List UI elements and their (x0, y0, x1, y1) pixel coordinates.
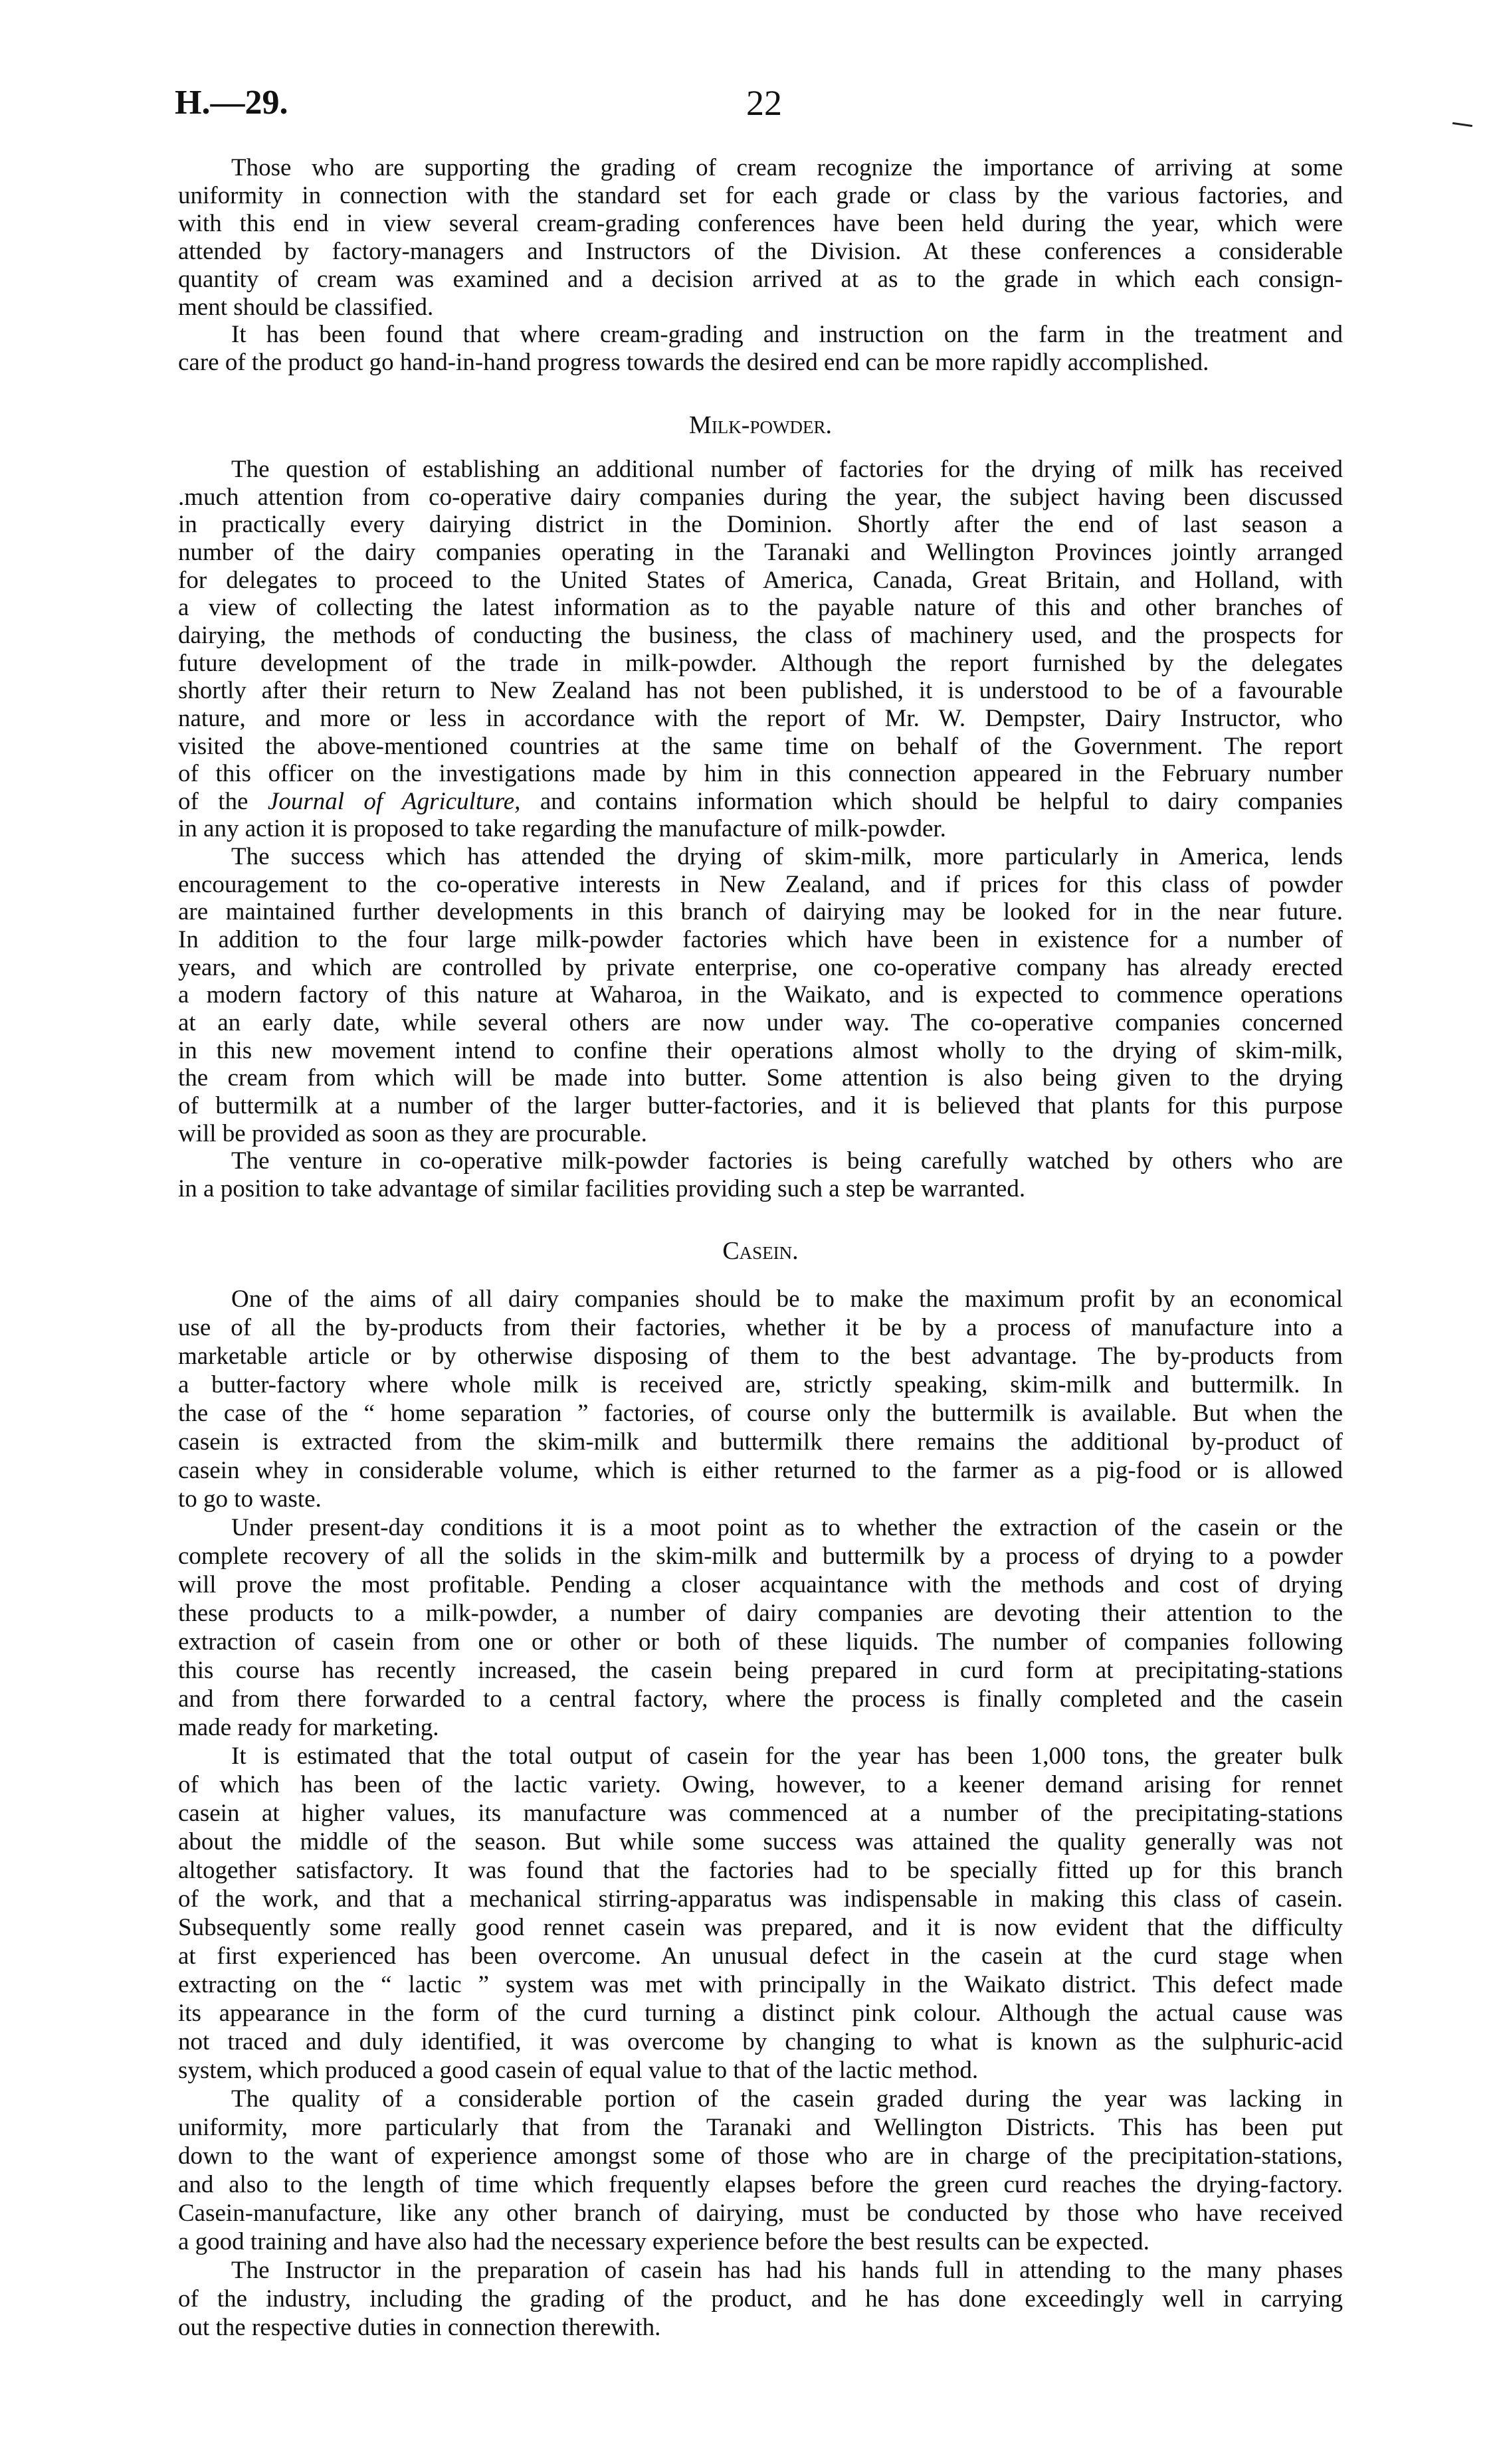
paragraph-line: It has been found that where cream-grading and instruction on the farm in the treatment and (231, 321, 1343, 349)
paragraph-line: marketable article or by otherwise disposing of them to the best advantage. The by-products from (178, 1343, 1343, 1370)
paragraph-line: altogether satisfactory. It was found that the factories had to be specially fitted up for this branch (178, 1857, 1343, 1884)
paragraph-line: future development of the trade in milk-powder. Although the report furnished by the delegates (178, 649, 1343, 677)
paragraph-line: in a position to take advantage of similar facilities providing such a step be warranted. (178, 1175, 1026, 1202)
paragraph-line: complete recovery of all the solids in the skim-milk and buttermilk by a process of drying to a powder (178, 1543, 1343, 1570)
paragraph-line: and from there forwarded to a central factory, where the process is finally completed and the casein (178, 1685, 1343, 1713)
paragraph-line: for delegates to proceed to the United States of America, Canada, Great Britain, and Holland, with (178, 566, 1343, 594)
paragraph-line: Those who are supporting the grading of cream recognize the importance of arriving at some (231, 154, 1343, 181)
paragraph-line: casein whey in considerable volume, which is either returned to the farmer as a pig-food or is allowed (178, 1457, 1343, 1484)
section-heading: Casein. (722, 1237, 799, 1265)
paragraph-line: to go to waste. (178, 1485, 322, 1513)
paragraph-line: casein at higher values, its manufacture was commenced at a number of the precipitating-stations (178, 1800, 1343, 1827)
scan-mark (1452, 122, 1472, 127)
paragraph-line: system, which produced a good casein of equal value to that of the lactic method. (178, 2057, 979, 2084)
paragraph-line: will be provided as soon as they are procurable. (178, 1119, 647, 1147)
paragraph-line: encouragement to the co-operative interests in New Zealand, and if prices for this class of powder (178, 870, 1343, 898)
paragraph-line: in any action it is proposed to take regarding the manufacture of milk-powder. (178, 815, 946, 843)
page-number: 22 (746, 83, 782, 123)
paragraph-line: uniformity in connection with the standard set for each grade or class by the various factories, and (178, 181, 1343, 209)
paragraph-line: casein is extracted from the skim-milk and buttermilk there remains the additional by-product of (178, 1428, 1343, 1456)
paragraph-line: dairying, the methods of conducting the business, the class of machinery used, and the prospects for (178, 621, 1343, 649)
paragraph-line: this course has recently increased, the casein being prepared in curd form at precipitating-stations (178, 1657, 1343, 1684)
section-heading: Milk-powder. (689, 411, 832, 439)
paragraph-line: at an early date, while several others are now under way. The co-operative companies concerned (178, 1009, 1343, 1036)
paragraph-line: the cream from which will be made into butter. Some attention is also being given to the drying (178, 1064, 1343, 1092)
paragraph-line: a view of collecting the latest information as to the payable nature of this and other branches of (178, 594, 1343, 622)
paragraph-line: of the work, and that a mechanical stirring-apparatus was indispensable in making this class of casein. (178, 1885, 1343, 1913)
paragraph-line: in this new movement intend to confine their operations almost wholly to the drying of skim-milk, (178, 1036, 1343, 1064)
paragraph-line: extracting on the “ lactic ” system was met with principally in the Waikato district. This defect made (178, 1971, 1343, 1998)
paragraph-line (178, 788, 1343, 816)
paragraph-line: uniformity, more particularly that from the Taranaki and Wellington Districts. This has been put (178, 2114, 1343, 2141)
paragraph-line: It is estimated that the total output of casein for the year has been 1,000 tons, the greater bulk (231, 1743, 1343, 1770)
paragraph-line: ment should be classified. (178, 293, 434, 321)
paragraph-line: of the industry, including the grading of the product, and he has done exceedingly well in carrying (178, 2285, 1343, 2313)
paragraph-line: attended by factory-managers and Instructors of the Division. At these conferences a considerable (178, 237, 1343, 265)
paragraph-line: a good training and have also had the necessary experience before the best results can be expected. (178, 2228, 1149, 2255)
paragraph-line: are maintained further developments in this branch of dairying may be looked for in the near future. (178, 898, 1343, 926)
document-reference: H.—29. (175, 84, 288, 122)
paragraph-line: Under present-day conditions it is a moot point as to whether the extraction of the casein or the (231, 1514, 1343, 1541)
paragraph-line: extraction of casein from one or other or both of these liquids. The number of companies following (178, 1628, 1343, 1656)
paragraph-line: nature, and more or less in accordance with the report of Mr. W. Dempster, Dairy Instructor, who (178, 704, 1343, 732)
paragraph-line: these products to a milk-powder, a number of dairy companies are devoting their attention to the (178, 1600, 1343, 1627)
paragraph-line: a modern factory of this nature at Waharoa, in the Waikato, and is expected to commence operations (178, 981, 1343, 1009)
paragraph-line: of which has been of the lactic variety. Owing, however, to a keener demand arising for rennet (178, 1771, 1343, 1798)
paragraph-line: of buttermilk at a number of the larger butter-factories, and it is believed that plants for this purpose (178, 1091, 1343, 1119)
paragraph-line: In addition to the four large milk-powder factories which have been in existence for a number of (178, 926, 1343, 954)
paragraph-line: about the middle of the season. But while some success was attained the quality generally was not (178, 1828, 1343, 1855)
paragraph-line: the case of the “ home separation ” factories, of course only the buttermilk is available. But when the (178, 1400, 1343, 1427)
paragraph-line: down to the want of experience amongst some of those who are in charge of the precipitation-stations, (178, 2142, 1343, 2170)
paragraph-line: quantity of cream was examined and a decision arrived at as to the grade in which each consign- (178, 265, 1343, 293)
paragraph-line: The venture in co-operative milk-powder factories is being carefully watched by others who are (231, 1147, 1343, 1175)
paragraph-line: visited the above-mentioned countries at the same time on behalf of the Government. The report (178, 732, 1343, 760)
paragraph-line: and also to the length of time which frequently elapses before the green curd reaches the drying-factory. (178, 2171, 1343, 2198)
paragraph-line: Casein-manufacture, like any other branch of dairying, must be conducted by those who have received (178, 2200, 1343, 2227)
paragraph-line: .much attention from co-operative dairy companies during the year, the subject having been discussed (178, 483, 1343, 511)
paragraph-line: number of the dairy companies operating in the Taranaki and Wellington Provinces jointly arranged (178, 538, 1343, 566)
paragraph-line: of this officer on the investigations made by him in this connection appeared in the February number (178, 760, 1343, 788)
paragraph-line: not traced and duly identified, it was overcome by changing to what is known as the sulphuric-acid (178, 2028, 1343, 2055)
paragraph-line: care of the product go hand-in-hand progress towards the desired end can be more rapidly accomplished. (178, 349, 1209, 377)
paragraph-line: The question of establishing an additional number of factories for the drying of milk has received (231, 456, 1343, 483)
paragraph-line: years, and which are controlled by private enterprise, one co-operative company has already erected (178, 953, 1343, 981)
paragraph-line: made ready for marketing. (178, 1714, 439, 1741)
paragraph-line: shortly after their return to New Zealand has not been published, it is understood to be of a favourable (178, 677, 1343, 705)
line-text: of the (178, 787, 268, 815)
paragraph-line: The success which has attended the drying of skim-milk, more particularly in America, lends (231, 843, 1343, 871)
paragraph-line: at first experienced has been overcome. An unusual defect in the casein at the curd stage when (178, 1943, 1343, 1970)
paragraph-line: One of the aims of all dairy companies should be to make the maximum profit by an economical (231, 1285, 1343, 1313)
paragraph-line: out the respective duties in connection therewith. (178, 2314, 661, 2341)
paragraph-line: in practically every dairying district in the Dominion. Shortly after the end of last season a (178, 511, 1343, 539)
paragraph-line: use of all the by-products from their factories, whether it be by a process of manufacture into a (178, 1314, 1343, 1341)
paragraph-line: The Instructor in the preparation of casein has had his hands full in attending to the many phases (231, 2257, 1343, 2284)
paragraph-line: The quality of a considerable portion of the casein graded during the year was lacking in (231, 2085, 1343, 2113)
paragraph-line: will prove the most profitable. Pending a closer acquaintance with the methods and cost of drying (178, 1571, 1343, 1598)
journal-title: Journal of Agriculture, (267, 787, 521, 815)
paragraph-line: a butter-factory where whole milk is received are, strictly speaking, skim-milk and buttermilk. In (178, 1371, 1343, 1398)
line-text: and contains information which should be helpful to dairy companies (520, 787, 1343, 815)
paragraph-line: Subsequently some really good rennet casein was prepared, and it is now evident that the difficulty (178, 1914, 1343, 1941)
paragraph-line: with this end in view several cream-grading conferences have been held during the year, which were (178, 209, 1343, 237)
paragraph-line: its appearance in the form of the curd turning a distinct pink colour. Although the actual cause was (178, 2000, 1343, 2027)
